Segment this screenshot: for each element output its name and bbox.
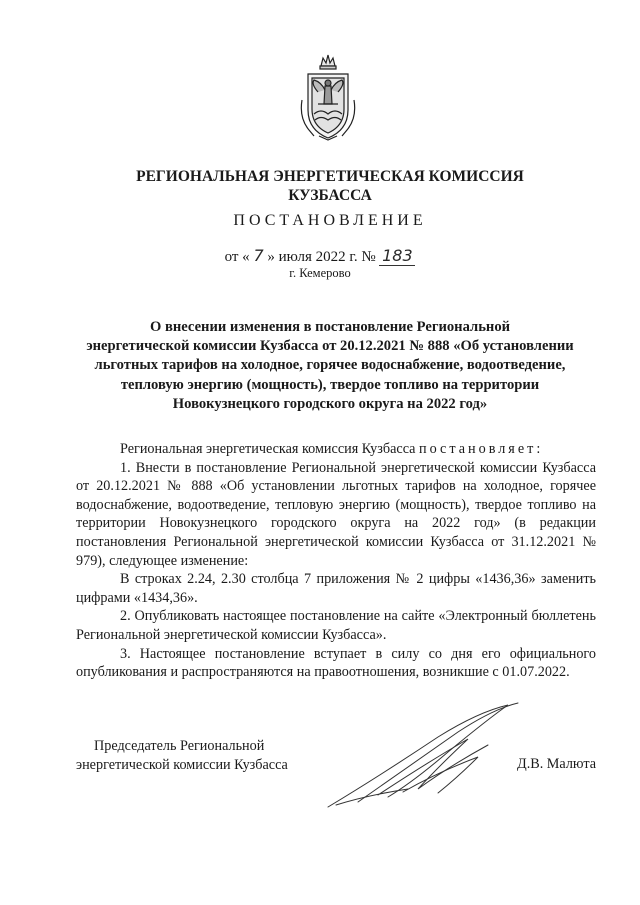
org-title-line2: КУЗБАССА — [288, 187, 372, 204]
city: г. Кемерово — [289, 266, 351, 280]
date-number-line — [0, 247, 640, 266]
signature-block — [76, 737, 596, 827]
position-line-1: Председатель Региональной — [94, 738, 265, 754]
subject-line: О внесении изменения в постановление Региональной — [149, 319, 511, 335]
signatory-name: Д.В. Малюта — [517, 755, 596, 772]
signatory-position — [76, 737, 288, 774]
subject-line: тепловую энергию (мощность), твердое топливо на территории — [120, 376, 540, 393]
decree-word: постановляет: — [419, 441, 544, 457]
position-line-2: энергетической комиссии Кузбасса — [76, 756, 288, 773]
handwritten-number: 183 — [379, 247, 415, 266]
handwritten-signature-icon — [318, 697, 528, 817]
handwritten-day: 7 — [253, 246, 264, 265]
intro-paragraph — [76, 440, 596, 459]
date-month-year: » июля 2022 г. № — [267, 249, 376, 265]
subject-line: энергетической комиссии Кузбасса от 20.12.2021 № 888 «Об установлении — [86, 338, 574, 355]
item-1-detail: В строках 2.24, 2.30 столбца 7 приложения № 2 цифры «1436,36» заменить цифрами «1434,36». — [76, 571, 596, 606]
date-prefix: от « — [224, 249, 250, 265]
subject-line: льготных тарифов на холодное, горячее водоснабжение, водоотведение, — [94, 357, 566, 374]
subject-line: Новокузнецкого городского округа на 2022 год» — [172, 395, 488, 412]
item-1: 1. Внести в постановление Региональной энергетической комиссии Кузбасса от 20.12.2021 № 888 «Об установлении льготных тарифов на холодное, горячее водоснабжение, водоотведение, тепловую энергию (мощность), твердое топливо на территории Новокузнецкого городского округа на 2022 год» (в редакции постановления Региональной энергетической комиссии Кузбасса от 31.12.2021 № 979), следующее изменение: — [76, 459, 596, 569]
item-3: 3. Настоящее постановление вступает в силу со дня его официального опубликования и распространяются на правоотношения, возникшие с 01.07.2022. — [76, 645, 596, 681]
document-type: ПОСТАНОВЛЕНИЕ — [233, 212, 427, 229]
coat-of-arms-icon — [299, 52, 357, 142]
document-body — [76, 440, 596, 682]
org-title-line1: РЕГИОНАЛЬНАЯ ЭНЕРГЕТИЧЕСКАЯ КОМИССИЯ — [136, 168, 524, 185]
document-subject — [80, 318, 580, 414]
intro-text: Региональная энергетическая комиссия Кузбасса — [120, 441, 420, 457]
item-2: 2. Опубликовать настоящее постановление на сайте «Электронный бюллетень Региональной энергетической комиссии Кузбасса». — [76, 608, 596, 643]
